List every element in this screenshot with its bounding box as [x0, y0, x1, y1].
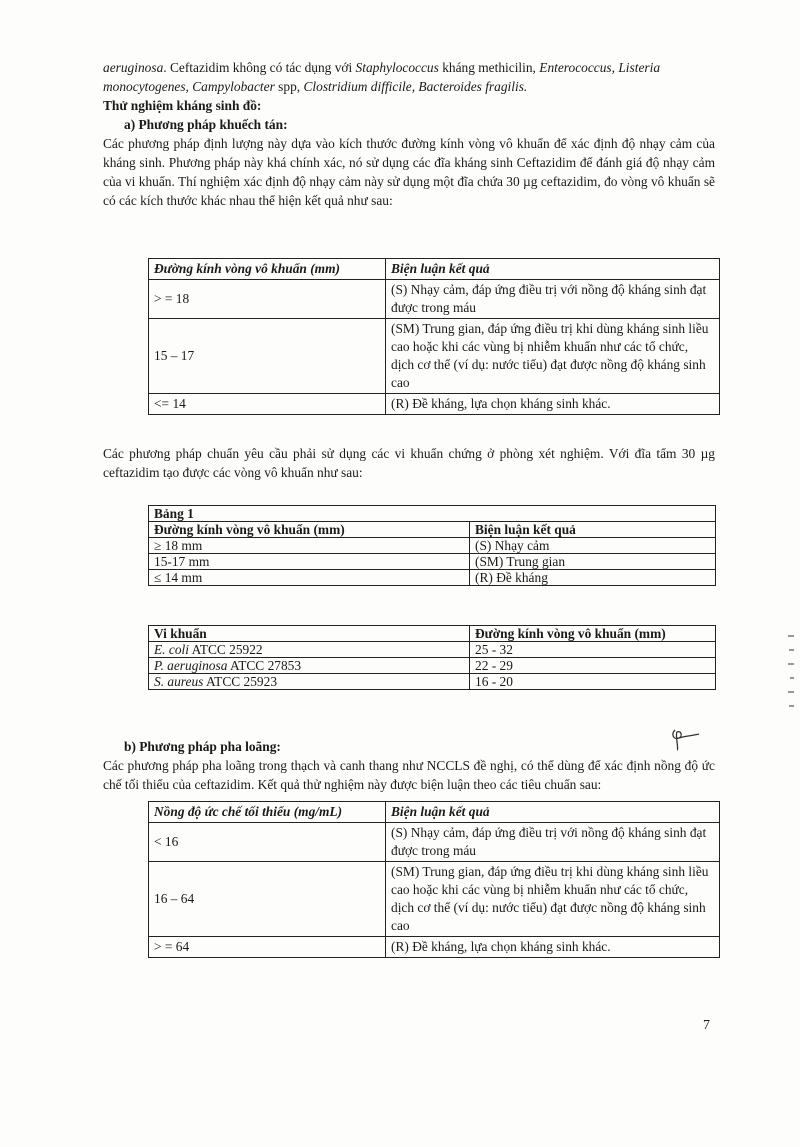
table-row: [149, 319, 720, 394]
strain-code: ATCC 25922: [188, 642, 263, 657]
table-header-row: [149, 522, 716, 538]
table-cell: 16 – 64: [149, 862, 386, 937]
table-cell: [149, 674, 470, 690]
table-cell: 15-17 mm: [149, 554, 470, 570]
strain-code: ATCC 27853: [227, 658, 302, 673]
method-a-title: a) Phương pháp khuếch tán:: [124, 117, 288, 132]
table-header-row: [149, 259, 720, 280]
table-cell: (S) Nhạy cảm, đáp ứng điều trị với nồng độ kháng sinh đạt được trong máu: [386, 280, 720, 319]
table-bang-1: [148, 505, 716, 586]
table-header: Đường kính vòng vô khuẩn (mm): [149, 259, 386, 280]
table-cell: (R) Đề kháng, lựa chọn kháng sinh khác.: [386, 394, 720, 415]
table-cell: [149, 642, 470, 658]
table-cell: 25 - 32: [470, 642, 716, 658]
method-b-title: b) Phương pháp pha loãng:: [124, 739, 281, 754]
organism-name: S. aureus: [154, 674, 204, 689]
table-row: [149, 554, 716, 570]
table-row: [149, 823, 720, 862]
table-cell: (S) Nhạy cảm: [470, 538, 716, 554]
table-header: Đường kính vòng vô khuẩn (mm): [470, 626, 716, 642]
table-header-row: [149, 626, 716, 642]
table-row: [149, 862, 720, 937]
table-header: Biện luận kết quả: [386, 802, 720, 823]
table-row: [149, 658, 716, 674]
method-b-paragraph: Các phương pháp pha loãng trong thạch và canh thang như NCCLS đề nghị, có thể dùng để xác định nồng độ ức chế tối thiểu của ceftazidim. Kết quả thử nghiệm này được biện luận theo các tiêu chuẩn sau:: [103, 758, 715, 792]
organism-name: E. coli: [154, 642, 189, 657]
table-cell: <= 14: [149, 394, 386, 415]
table-cell: ≤ 14 mm: [149, 570, 470, 586]
intro-text-2: kháng methicilin,: [438, 60, 540, 75]
method-b-block: [103, 737, 715, 794]
table-row: [149, 280, 720, 319]
margin-edge-marks: [786, 628, 800, 723]
table-control-strains: [148, 625, 716, 690]
intro-paragraph: [103, 58, 715, 96]
table-row: [149, 394, 720, 415]
mid-paragraph: Các phương pháp chuẩn yêu cầu phải sử dụng các vi khuẩn chứng ở phòng xét nghiệm. Với đĩa tẩm 30 µg ceftazidim tạo được các vòng vô khuẩn như sau:: [103, 446, 715, 480]
table-header: Biện luận kết quả: [470, 522, 716, 538]
table-cell: > = 64: [149, 937, 386, 958]
table-cell: (SM) Trung gian, đáp ứng điều trị khi dùng kháng sinh liều cao hoặc khi các vùng bị nhiễm khuẩn như các tổ chức, dịch cơ thể (ví dụ: nước tiểu) đạt được nồng độ kháng sinh cao: [386, 862, 720, 937]
table-caption: Bảng 1: [149, 506, 716, 522]
interpretation-table-diffusion: [148, 258, 720, 415]
interpretation-table-dilution: [148, 801, 720, 958]
intro-organism-2: Staphylococcus: [355, 60, 439, 75]
table-header-row: [149, 802, 720, 823]
table-row: [149, 674, 716, 690]
table-cell: 16 - 20: [470, 674, 716, 690]
intro-organism-1: aeruginosa: [103, 60, 164, 75]
edge-artifact-icon: [786, 628, 800, 718]
intro-organism-3: Enterococcus, Listeria monocytogenes, Campylobacter: [103, 60, 661, 94]
table-cell: [149, 658, 470, 674]
page-number: 7: [703, 1018, 710, 1033]
intro-block: [103, 58, 715, 210]
table-cell: 22 - 29: [470, 658, 716, 674]
table-header: Đường kính vòng vô khuẩn (mm): [149, 522, 470, 538]
table-row: [149, 937, 720, 958]
table-cell: (SM) Trung gian: [470, 554, 716, 570]
table-cell: (S) Nhạy cảm, đáp ứng điều trị với nồng độ kháng sinh đạt được trong máu: [386, 823, 720, 862]
table-header: Nồng độ ức chế tối thiểu (mg/mL): [149, 802, 386, 823]
table-row: [149, 538, 716, 554]
organism-name: P. aeruginosa: [154, 658, 228, 673]
strain-code: ATCC 25923: [203, 674, 278, 689]
table-row: [149, 642, 716, 658]
table-header: Biện luận kết quả: [386, 259, 720, 280]
intro-text-1: . Ceftazidim không có tác dụng với: [163, 60, 356, 75]
table-header: Vi khuẩn: [149, 626, 470, 642]
method-a-paragraph: Các phương pháp định lượng này dựa vào kích thước đường kính vòng vô khuẩn để xác định độ nhạy cảm của kháng sinh. Phương pháp này khá chính xác, nó sử dụng các đĩa kháng sinh Ceftazidim để đánh giá độ nhạy cảm của vi khuẩn. Thí nghiệm xác định độ nhạy cảm này sử dụng một đĩa chứa 30 µg ceftazidim, đo vòng vô khuẩn sẽ có các kích thước khác nhau thể hiện kết quả như sau:: [103, 136, 715, 208]
table-cell: ≥ 18 mm: [149, 538, 470, 554]
table-cell: > = 18: [149, 280, 386, 319]
table-cell: 15 – 17: [149, 319, 386, 394]
intro-text-3: spp,: [274, 79, 304, 94]
signature-mark: [667, 724, 703, 752]
table-caption-row: [149, 506, 716, 522]
section-title: Thử nghiệm kháng sinh đồ:: [103, 98, 262, 113]
intro-organism-4: Clostridium difficile, Bacteroides fragilis.: [303, 79, 528, 94]
table-cell: (SM) Trung gian, đáp ứng điều trị khi dùng kháng sinh liều cao hoặc khi các vùng bị nhiễm khuẩn như các tổ chức, dịch cơ thể (ví dụ: nước tiểu) đạt được nồng độ kháng sinh cao: [386, 319, 720, 394]
table-row: [149, 570, 716, 586]
table-cell: (R) Đề kháng: [470, 570, 716, 586]
table-cell: (R) Đề kháng, lựa chọn kháng sinh khác.: [386, 937, 720, 958]
mid-block: [103, 444, 715, 482]
table-cell: < 16: [149, 823, 386, 862]
